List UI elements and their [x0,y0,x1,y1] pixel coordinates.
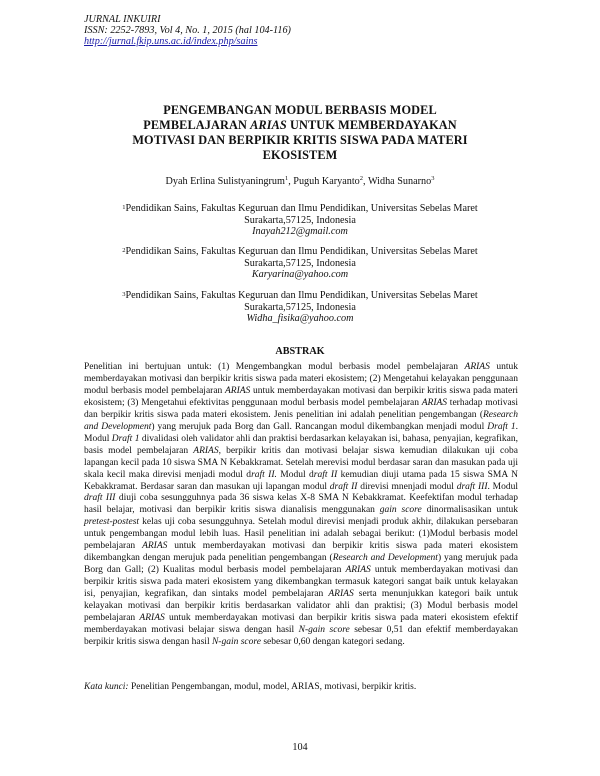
keywords-label: Kata kunci: [84,682,129,692]
abstract-emphasis: N-gain score [211,636,261,647]
abstract-emphasis: ARIAS [345,565,371,576]
title-line-2-pre: PEMBELAJARAN [143,118,251,132]
abstract-text: direvisi mnenjadi modul [357,481,457,492]
abstract-text: , berpikir kritis dan motivasi belajar siswa kemudian dilakukan uji coba lapangan kecil pada 10 siswa SMA N Kebakkramat. Setelah merevisi modul berdasar saran dan masukan pada uji skala kecil maka direvisi menjadi modul d [84,445,518,480]
abstract-emphasis: N-gain score [298,624,350,635]
abstract-text: sebesar 0,60 dengan kategori sedang. [260,636,405,647]
abstract-emphasis: Draft 1 [487,421,516,432]
paper-title [110,103,490,163]
abstract-emphasis: draft III [84,493,116,504]
abstract-text: Penelitian ini bertujuan untuk: (1) Mengembangkan modul berbasis model pembelajaran [84,362,465,372]
abstract-text: Modul d [276,469,314,480]
author-name: Puguh Karyanto [293,176,360,187]
abstract-emphasis: ARIAS [421,397,448,408]
abstract-text: untuk memberdayakan motivasi dan berpikir kritis siswa pada materi ekosistem efektif memberdayakan motivasi belajar siswa dengan hasil [84,613,519,635]
author-sup: 2 [359,175,364,182]
abstract-emphasis: ARIAS [142,541,168,552]
abstract-emphasis: draft III [456,481,488,492]
journal-issn: ISSN: 2252-7893, Vol 4, No. 1, 2015 (hal 104-116) [84,25,291,37]
abstract-text: sebesar 0,51 dan efektif memberdayakan berpikir kritis siswa dengan hasil [84,624,518,647]
abstract-text: untuk memberdayakan motivasi dan berpikir kritis siswa pada materi ekosistem; (3) Mengetahui efektivitas penggunaan modul berbasis model pembelajaran [84,385,518,408]
journal-header [84,14,291,48]
abstract-body [84,362,518,649]
abstract-heading: ABSTRAK [275,346,325,357]
abstract-text: untuk memberdayakan motivasi dan berpikir kritis siswa pada materi ekosistem yang dikembangkan termasuk kategori sangat baik untuk kelayakan isi, penyajian, kegrafikan, dan sintaks model pembelajaran [84,565,518,600]
page-number: 104 [292,742,308,753]
abstract-emphasis: Draft 1 [111,433,140,444]
abstract-text: ) yang merujuk pada Borg dan Gall. Rancangan modul dikembangkan menjadi modul [151,421,488,432]
affiliation-line-2: Surakarta,57125, Indonesia [244,257,356,269]
affiliation-line-1: Pendidikan Sains, Fakultas Keguruan dan Ilmu Pendidikan, Universitas Sebelas Maret [125,203,478,214]
abstract-emphasis: ARIAS [193,445,219,456]
abstract-text: divalidasi oleh validator ahli dan praktisi berdasarkan kelayakan isi, bahasa, penyajian, kegrafikan, basis model pembelajaran [84,433,518,456]
affiliation-line-2: Surakarta,57125, Indonesia [244,301,356,313]
abstract-text: ) yang merujuk pada Borg dan Gall; (2) Kualitas modul berbasis model pembelajaran [84,553,518,576]
keywords-text: Penelitian Pengembangan, modul, model, ARIAS, motivasi, berpikir kritis. [128,682,417,692]
author-sup: 3 [431,175,435,182]
abstract-text: terhadap motivasi dan berpikir kritis siswa pada materi ekosistem. Jenis penelitian ini adalah penelitian pengembangan ( [84,397,518,420]
author-name: Widha Sunarno [367,176,432,187]
affiliation-3 [100,290,500,325]
title-line-3: MOTIVASI DAN BERPIKIR KRITIS SISWA PADA MATERI [132,133,468,147]
abstract-text: . Modul [487,481,518,492]
abstract-text: untuk memberdayakan motivasi dan berpikir kritis siswa pada materi ekosistem; (2) Mengetahui kelayakan penggunaan modul berbasis model pembelajaran [84,362,518,396]
keywords [84,682,518,692]
abstract-emphasis: ARIAS [464,362,490,372]
abstract-text: serta menunjukkan kategori baik untuk kelayakan motivasi dan berpikir kritis berdasarkan validator ahli dan praktisi; (3) Modul berbasis model pembelajaran [84,589,518,624]
journal-name: JURNAL INKUIRI [84,14,161,25]
author-name: Dyah Erlina Sulistyaningrum [165,176,285,187]
abstract-emphasis: raft II [313,469,338,480]
affiliation-2 [100,246,500,281]
title-line-2 [110,118,490,133]
abstract-text: untuk memberdayakan motivasi dan berpikir kritis siswa pada materi ekosistem dikembangkan dengan merujuk pada penelitian pengembangan ( [84,541,518,564]
affiliation-email: Widha_fisika@yahoo.com [246,313,354,325]
affiliation-line-2: Surakarta,57125, Indonesia [244,214,356,226]
abstract-text: dinormalisasikan untuk [421,505,518,516]
abstract-text: . Modul [84,421,518,444]
author-list: Dyah Erlina Sulistyaningrum$^1$, Puguh Karyanto$^2$, Widha Sunarno$^3$ [165,175,435,187]
affiliation-line-1: Pendidikan Sains, Fakultas Keguruan dan Ilmu Pendidikan, Universitas Sebelas Maret [125,290,478,301]
affiliation-sup: 1 [122,204,126,211]
abstract-emphasis: gain score [379,505,422,516]
abstract-emphasis: ARIAS [139,613,165,624]
abstract-emphasis: ARIAS [328,589,354,600]
title-line-4: EKOSISTEM [262,148,338,162]
abstract-emphasis: draft II [329,481,358,492]
abstract-emphasis: ARIAS [224,385,251,396]
abstract-emphasis: Research and Development [84,409,518,432]
affiliation-sup: 3 [122,291,126,298]
title-line-2-em: ARIAS [250,118,287,132]
affiliation-line-1: Pendidikan Sains, Fakultas Keguruan dan Ilmu Pendidikan, Universitas Sebelas Maret [125,246,478,257]
abstract-emphasis: Research and Development [332,553,438,564]
title-line-2-post: UNTUK MEMBERDAYAKAN [286,118,457,132]
abstract-emphasis: pretest-postest [84,517,140,528]
abstract-text: diuji coba sesungguhnya pada 36 siswa kelas X-8 SMA N Kebakkramat. Keefektifan modul terhadap hasil belajar, motivasi dan berpikir kritis siswa dianalisis menggunakan [84,493,518,516]
abstract-emphasis: raft II. [251,469,277,480]
title-line-1: PENGEMBANGAN MODUL BERBASIS MODEL [163,103,437,117]
author-sup: 1 [284,175,289,182]
affiliation-email: Karyarina@yahoo.com [251,269,349,281]
abstract-text: kelas uji coba sesungguhnya. Setelah modul direvisi menjadi produk akhir, dilakukan persebaran untuk pengembangan modul lebih luas. Hasil penelitian ini adalah sebagai berikut: (1)Modul berbasis model pembelajaran [84,517,518,552]
journal-url-link[interactable]: http://jurnal.fkip.uns.ac.id/index.php/sains [84,36,258,48]
affiliation-1 [100,203,500,238]
affiliation-sup: 2 [122,247,126,254]
abstract-text: kemudian diuji utama pada 15 siswa SMA N Kebakkramat. Berdasar saran dan masukan uji lapangan modul [84,469,518,492]
affiliation-email: Inayah212@gmail.com [252,226,348,238]
